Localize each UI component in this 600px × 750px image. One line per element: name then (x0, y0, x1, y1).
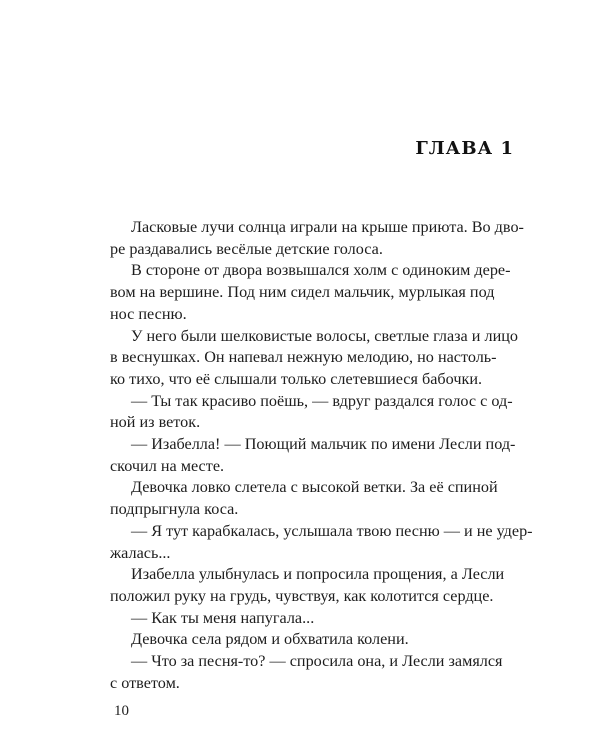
text-line: нос песню. (110, 304, 187, 323)
text-line: ко тихо, что её слышали только слетевшиеся бабочки. (110, 369, 483, 388)
text-line: в веснушках. Он напевал нежную мелодию, но настоль- (110, 348, 497, 367)
chapter-body-text (110, 217, 533, 694)
text-line: Девочка ловко слетела с высокой ветки. За её спиной (131, 478, 498, 497)
text-line: — Ты так красиво поёшь, — вдруг раздался голос с од- (131, 391, 513, 410)
text-line: вом на вершине. Под ним сидел мальчик, мурлыкая под (110, 283, 495, 302)
text-line: ной из веток. (110, 413, 201, 432)
text-line: В стороне от двора возвышался холм с одиноким дере- (131, 261, 511, 280)
text-line: — Изабелла! — Поющий мальчик по имени Лесли под- (131, 435, 516, 454)
page-number: 10 (114, 703, 129, 719)
text-line: — Я тут карабкалась, услышала твою песню — и не удер- (131, 521, 533, 540)
text-line: — Как ты меня напугала... (131, 608, 315, 627)
text-line: Изабелла улыбнулась и попросила прощения, а Лесли (131, 565, 505, 584)
text-line: У него были шелковистые волосы, светлые глаза и лицо (131, 326, 518, 345)
text-line: скочил на месте. (110, 456, 225, 475)
text-line: Девочка села рядом и обхватила колени. (131, 630, 409, 649)
text-line: с ответом. (110, 673, 180, 692)
text-line: Ласковые лучи солнца играли на крыше приюта. Во дво- (131, 218, 524, 236)
text-line: жалась... (110, 543, 171, 562)
text-line: положил руку на грудь, чувствуя, как колотится сердце. (110, 586, 494, 605)
text-line: подпрыгнула коса. (110, 500, 239, 519)
text-line: — Что за песня-то? — спросила она, и Лесли замялся (131, 652, 503, 671)
chapter-title: ГЛАВА 1 (415, 138, 514, 159)
text-line: ре раздавались весёлые детские голоса. (110, 239, 383, 258)
